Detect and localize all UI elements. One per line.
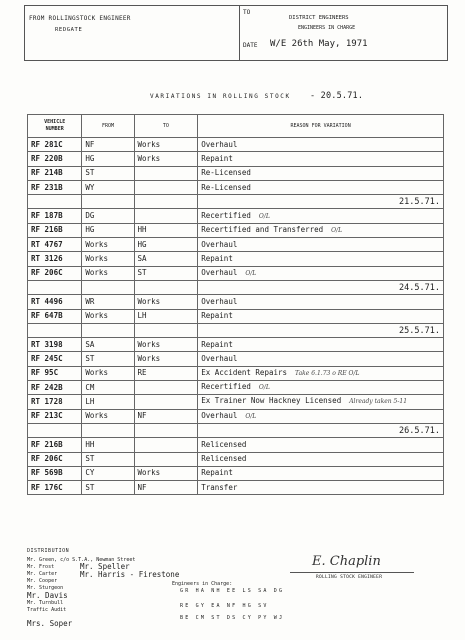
to-cell: Works bbox=[134, 152, 198, 166]
reason-cell bbox=[198, 209, 444, 223]
empty-cell bbox=[82, 423, 134, 437]
reason-text: Repaint bbox=[201, 254, 233, 264]
reason-text: Overhaul bbox=[201, 139, 238, 149]
reason-cell bbox=[198, 238, 444, 252]
vehicle-number: RT 3198 bbox=[28, 338, 82, 352]
date-divider-row bbox=[28, 195, 444, 209]
table-row bbox=[28, 166, 444, 180]
header-from-box bbox=[25, 6, 240, 60]
reason-text: Re-Licensed bbox=[201, 168, 251, 178]
vehicle-number: RF 95C bbox=[28, 366, 82, 380]
signature: E. Chaplin bbox=[312, 554, 381, 569]
date-divider: 24.5.71. bbox=[198, 280, 444, 294]
to-cell: Works bbox=[134, 138, 198, 152]
table-row bbox=[28, 138, 444, 152]
table-row bbox=[28, 438, 444, 452]
reason-text: Overhaul bbox=[201, 354, 238, 364]
empty-cell bbox=[82, 195, 134, 209]
empty-cell bbox=[28, 280, 82, 294]
to-line-1: DISTRICT ENGINEERS bbox=[289, 15, 349, 21]
empty-cell bbox=[134, 280, 198, 294]
col-vehicle-line2: NUMBER bbox=[45, 126, 64, 132]
to-cell bbox=[134, 381, 198, 395]
from-cell: Works bbox=[82, 252, 134, 266]
reason-cell bbox=[198, 223, 444, 237]
table-row bbox=[28, 309, 444, 323]
distribution-line: Traffic Audit bbox=[27, 607, 67, 613]
reason-text: Repaint bbox=[201, 311, 233, 321]
from-line: FROM ROLLINGSTOCK ENGINEER bbox=[29, 15, 131, 22]
reason-cell bbox=[198, 481, 444, 495]
handwritten-note: O/L bbox=[258, 384, 270, 392]
vehicle-number: RF 216B bbox=[28, 438, 82, 452]
reason-cell bbox=[198, 366, 444, 380]
from-cell: ST bbox=[82, 352, 134, 366]
reason-text: Overhaul bbox=[201, 296, 238, 306]
to-cell bbox=[134, 438, 198, 452]
date-divider: 21.5.71. bbox=[198, 195, 444, 209]
reason-cell bbox=[198, 309, 444, 323]
reason-cell bbox=[198, 180, 444, 194]
table-row bbox=[28, 366, 444, 380]
signature-line bbox=[290, 572, 414, 573]
reason-text: Recertified and Transferred bbox=[201, 224, 324, 234]
distribution-name: Mr. Harris - Firestone bbox=[80, 570, 180, 579]
from-cell: SA bbox=[82, 338, 134, 352]
reason-text: Relicensed bbox=[201, 439, 247, 449]
reason-text: Repaint bbox=[201, 468, 233, 478]
table-row bbox=[28, 295, 444, 309]
to-cell: Works bbox=[134, 466, 198, 480]
reason-text: Transfer bbox=[201, 482, 238, 492]
to-cell bbox=[134, 180, 198, 194]
table-row bbox=[28, 266, 444, 280]
vehicle-number: RF 176C bbox=[28, 481, 82, 495]
handwritten-note: Already taken 5-11 bbox=[349, 398, 408, 406]
reason-text: Overhaul bbox=[201, 267, 238, 277]
reason-cell bbox=[198, 295, 444, 309]
empty-cell bbox=[82, 280, 134, 294]
empty-cell bbox=[134, 195, 198, 209]
handwritten-note: O/L bbox=[258, 212, 270, 220]
reason-text: Repaint bbox=[201, 339, 233, 349]
distribution-line: Mr. Green, c/o S.T.A., Newman Street bbox=[27, 557, 136, 563]
handwritten-note: O/L bbox=[245, 412, 257, 420]
from-cell: CM bbox=[82, 381, 134, 395]
col-to-header: TO bbox=[134, 115, 198, 138]
distribution-line: Mr. Turnbull bbox=[27, 600, 64, 606]
vehicle-number: RF 214B bbox=[28, 166, 82, 180]
to-line-2: ENGINEERS IN CHARGE bbox=[298, 25, 356, 31]
reason-cell bbox=[198, 252, 444, 266]
reason-text: Re-Licensed bbox=[201, 182, 251, 192]
distribution-name: Mr. Speller bbox=[80, 562, 130, 571]
empty-cell bbox=[82, 323, 134, 337]
table-row bbox=[28, 209, 444, 223]
from-cell: Works bbox=[82, 238, 134, 252]
date-divider-row bbox=[28, 323, 444, 337]
distribution-heading: DISTRIBUTION bbox=[27, 548, 70, 554]
vehicle-number: RT 1728 bbox=[28, 395, 82, 409]
to-cell: ST bbox=[134, 266, 198, 280]
from-cell: Works bbox=[82, 309, 134, 323]
title-date: - 20.5.71. bbox=[310, 91, 364, 101]
reason-text: Recertified bbox=[201, 210, 251, 220]
distribution-line: Mr. Frost bbox=[27, 564, 55, 570]
table-row bbox=[28, 152, 444, 166]
reason-text: Ex Accident Repairs bbox=[201, 367, 288, 377]
reason-text: Ex Trainer Now Hackney Licensed bbox=[201, 396, 342, 406]
distribution-line: Mr. Cooper bbox=[27, 578, 58, 584]
vehicle-number: RF 206C bbox=[28, 266, 82, 280]
to-cell bbox=[134, 395, 198, 409]
reason-cell bbox=[198, 152, 444, 166]
distribution-line: Mr. Carter bbox=[27, 571, 58, 577]
reason-cell bbox=[198, 266, 444, 280]
from-sub: REDGATE bbox=[55, 27, 83, 33]
date-divider-row bbox=[28, 280, 444, 294]
engineer-codes: GR HA NH EE LS SA DG bbox=[180, 588, 285, 594]
to-cell: SA bbox=[134, 252, 198, 266]
engineer-codes: RE GY EA NF HG SV bbox=[180, 603, 269, 609]
table-row bbox=[28, 338, 444, 352]
empty-cell bbox=[28, 323, 82, 337]
table-row bbox=[28, 466, 444, 480]
reason-cell bbox=[198, 452, 444, 466]
title-main: VARIATIONS IN ROLLING STOCK bbox=[150, 93, 291, 100]
from-cell: Works bbox=[82, 266, 134, 280]
from-cell: ST bbox=[82, 452, 134, 466]
vehicle-number: RF 216B bbox=[28, 223, 82, 237]
vehicle-number: RF 569B bbox=[28, 466, 82, 480]
reason-cell bbox=[198, 338, 444, 352]
from-cell: Works bbox=[82, 366, 134, 380]
memo-header bbox=[24, 5, 448, 61]
to-cell: Works bbox=[134, 338, 198, 352]
distribution-footer bbox=[0, 548, 465, 640]
to-cell: NF bbox=[134, 409, 198, 423]
reason-cell bbox=[198, 395, 444, 409]
reason-text: Recertified bbox=[201, 382, 251, 392]
from-cell: ST bbox=[82, 481, 134, 495]
from-cell: NF bbox=[82, 138, 134, 152]
vehicle-number: RT 4767 bbox=[28, 238, 82, 252]
handwritten-note: Take 6.1.73 o RE O/L bbox=[295, 369, 360, 377]
to-cell: Works bbox=[134, 295, 198, 309]
col-vehicle-header bbox=[28, 115, 82, 138]
engineer-codes: BE CM ST DS CY PY WJ bbox=[180, 615, 285, 621]
vehicle-number: RF 281C bbox=[28, 138, 82, 152]
to-cell: Works bbox=[134, 352, 198, 366]
to-cell: HH bbox=[134, 223, 198, 237]
table-row bbox=[28, 352, 444, 366]
vehicle-number: RF 206C bbox=[28, 452, 82, 466]
table-row bbox=[28, 409, 444, 423]
to-cell: HG bbox=[134, 238, 198, 252]
table-body bbox=[28, 115, 444, 495]
reason-cell bbox=[198, 166, 444, 180]
vehicle-number: RF 220B bbox=[28, 152, 82, 166]
distribution-line: Mr. Sturgeon bbox=[27, 585, 64, 591]
to-cell bbox=[134, 452, 198, 466]
table-row bbox=[28, 180, 444, 194]
vehicle-number: RF 187B bbox=[28, 209, 82, 223]
from-cell: LH bbox=[82, 395, 134, 409]
table-row bbox=[28, 223, 444, 237]
table-row bbox=[28, 381, 444, 395]
vehicle-number: RT 4496 bbox=[28, 295, 82, 309]
variations-table bbox=[27, 114, 444, 495]
to-cell: RE bbox=[134, 366, 198, 380]
from-cell: CY bbox=[82, 466, 134, 480]
from-cell: HG bbox=[82, 152, 134, 166]
from-cell: Works bbox=[82, 409, 134, 423]
empty-cell bbox=[134, 423, 198, 437]
vehicle-number: RF 242B bbox=[28, 381, 82, 395]
date-divider-row bbox=[28, 423, 444, 437]
signature-title: ROLLING STOCK ENGINEER bbox=[316, 575, 383, 580]
table-header-row bbox=[28, 115, 444, 138]
vehicle-number: RF 231B bbox=[28, 180, 82, 194]
empty-cell bbox=[28, 195, 82, 209]
vehicle-number: RF 213C bbox=[28, 409, 82, 423]
distribution-name: Mrs. Soper bbox=[27, 619, 73, 628]
reason-cell bbox=[198, 381, 444, 395]
to-label: TO bbox=[243, 9, 251, 16]
from-cell: DG bbox=[82, 209, 134, 223]
from-cell: WY bbox=[82, 180, 134, 194]
table-row bbox=[28, 238, 444, 252]
reason-text: Relicensed bbox=[201, 454, 247, 464]
distribution-name: Mr. Davis bbox=[27, 591, 68, 600]
col-vehicle-line1: VEHICLE bbox=[44, 119, 66, 125]
date-label: DATE bbox=[243, 42, 258, 49]
reason-cell bbox=[198, 409, 444, 423]
handwritten-note: O/L bbox=[245, 269, 257, 277]
table-row bbox=[28, 395, 444, 409]
reason-cell bbox=[198, 466, 444, 480]
date-divider: 25.5.71. bbox=[198, 323, 444, 337]
col-from-header: FROM bbox=[82, 115, 134, 138]
vehicle-number: RT 3126 bbox=[28, 252, 82, 266]
engineers-heading: Engineers in Charge: bbox=[172, 581, 233, 587]
empty-cell bbox=[134, 323, 198, 337]
to-cell bbox=[134, 209, 198, 223]
empty-cell bbox=[28, 423, 82, 437]
handwritten-note: O/L bbox=[331, 226, 343, 234]
reason-text: Repaint bbox=[201, 153, 233, 163]
vehicle-number: RF 245C bbox=[28, 352, 82, 366]
reason-cell bbox=[198, 438, 444, 452]
table-row bbox=[28, 481, 444, 495]
from-cell: HH bbox=[82, 438, 134, 452]
to-cell: LH bbox=[134, 309, 198, 323]
table-row bbox=[28, 452, 444, 466]
col-reason-header: REASON FOR VARIATION bbox=[198, 115, 444, 138]
reason-cell bbox=[198, 138, 444, 152]
table-row bbox=[28, 252, 444, 266]
reason-text: Overhaul bbox=[201, 239, 238, 249]
to-cell bbox=[134, 166, 198, 180]
from-cell: HG bbox=[82, 223, 134, 237]
from-cell: WR bbox=[82, 295, 134, 309]
date-divider: 26.5.71. bbox=[198, 423, 444, 437]
reason-cell bbox=[198, 352, 444, 366]
vehicle-number: RF 647B bbox=[28, 309, 82, 323]
date-value: W/E 26th May, 1971 bbox=[270, 39, 368, 49]
from-cell: ST bbox=[82, 166, 134, 180]
reason-text: Overhaul bbox=[201, 410, 238, 420]
to-cell: NF bbox=[134, 481, 198, 495]
